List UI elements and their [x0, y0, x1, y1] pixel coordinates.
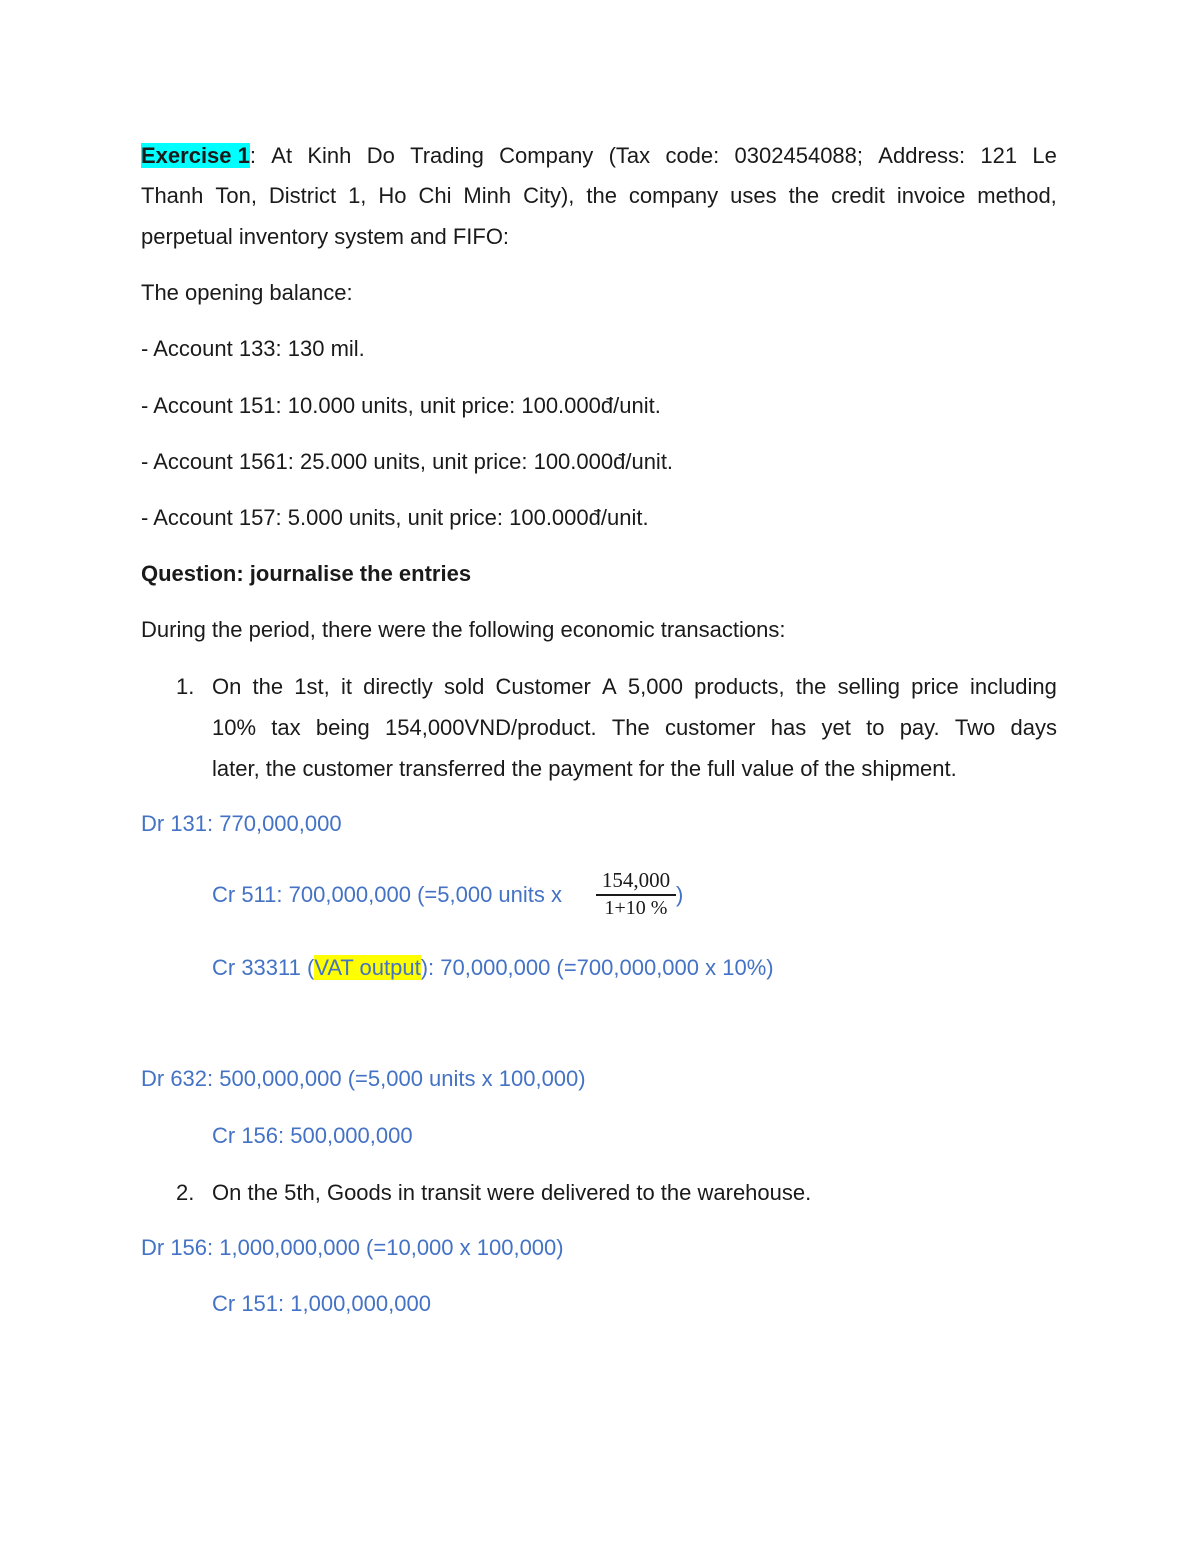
word: 121 [980, 143, 1018, 168]
word: code: [665, 143, 720, 168]
entry-cr-151: Cr 151: 1,000,000,000 [212, 1291, 431, 1316]
word: selling [837, 674, 900, 699]
word: price [911, 674, 959, 699]
fraction-unit-price [596, 868, 680, 920]
word: City), [523, 183, 575, 208]
word: (Tax [608, 143, 651, 168]
intro-line-3: perpetual inventory system and FIFO: [141, 224, 510, 249]
transaction-1-line-1 [212, 674, 1057, 700]
opening-item-1561: - Account 1561: 25.000 units, unit price: 100.000đ/unit. [141, 449, 674, 474]
word: sold [443, 674, 485, 699]
intro-line-1 [141, 143, 1057, 169]
word: the [788, 183, 820, 208]
opening-item-151: - Account 151: 10.000 units, unit price: 100.000đ/unit. [141, 393, 661, 418]
word: Ho [378, 183, 407, 208]
entry-cr-33311 [212, 955, 774, 981]
entry-cr-156: Cr 156: 500,000,000 [212, 1123, 413, 1148]
word: Minh [463, 183, 512, 208]
word: including [969, 674, 1057, 699]
entry-cr-33311-post: ): 70,000,000 (=700,000,000 x 10%) [420, 955, 774, 980]
entry-cr-33311-pre: Cr 33311 ( [212, 955, 315, 980]
period-intro: During the period, there were the following economic transactions: [141, 617, 786, 642]
word: uses [730, 183, 777, 208]
word: 0302454088; [734, 143, 864, 168]
word: the [795, 674, 827, 699]
word: Exercise 1: [141, 143, 256, 168]
word: Chi [418, 183, 452, 208]
entry-dr-156: Dr 156: 1,000,000,000 (=10,000 x 100,000) [141, 1235, 564, 1260]
word: yet [821, 715, 851, 740]
word: At [271, 143, 293, 168]
word: Customer [495, 674, 591, 699]
word: Le [1032, 143, 1057, 168]
word: A [602, 674, 617, 699]
opening-item-157: - Account 157: 5.000 units, unit price: 100.000đ/unit. [141, 505, 649, 530]
word: Ton, [215, 183, 257, 208]
word: the [586, 183, 617, 208]
word: to [866, 715, 885, 740]
entry-dr-632: Dr 632: 500,000,000 (=5,000 units x 100,000) [141, 1066, 586, 1091]
word: 1, [348, 183, 367, 208]
word: customer [665, 715, 756, 740]
word: Two [954, 715, 996, 740]
word: days [1010, 715, 1057, 740]
word: invoice [896, 183, 966, 208]
transaction-1-line-3: later, the customer transferred the payment for the full value of the shipment. [212, 756, 957, 781]
word: Company [499, 143, 594, 168]
word: the [252, 674, 284, 699]
word: credit [831, 183, 885, 208]
word: pay. [899, 715, 940, 740]
word: Do [366, 143, 395, 168]
vat-output-highlight: VAT output [314, 955, 421, 980]
word: being [315, 715, 370, 740]
word: Kinh [307, 143, 352, 168]
fraction-numerator: 154,000 [601, 868, 671, 892]
transaction-1-number: 1. [176, 674, 195, 699]
fraction-denominator: 1+10 % [604, 897, 668, 919]
word: 1st, [294, 674, 330, 699]
word: Trading [410, 143, 484, 168]
word: Thanh [141, 183, 204, 208]
word: method, [977, 183, 1057, 208]
transaction-1-line-2 [212, 715, 1057, 741]
word: 154,000VND/product. [385, 715, 597, 740]
intro-line-2 [141, 183, 1057, 209]
entry-cr-511-close: ) [676, 882, 684, 907]
word: products, [694, 674, 785, 699]
word: The [611, 715, 650, 740]
word: 10% [212, 715, 257, 740]
opening-item-133: - Account 133: 130 mil. [141, 336, 365, 361]
word: tax [271, 715, 301, 740]
word: has [770, 715, 807, 740]
transaction-2-line-1: On the 5th, Goods in transit were delivered to the warehouse. [212, 1180, 812, 1205]
word: On [212, 674, 242, 699]
entry-dr-131: Dr 131: 770,000,000 [141, 811, 342, 836]
entry-cr-511: Cr 511: 700,000,000 (=5,000 units x [212, 882, 563, 907]
word: Address: [878, 143, 966, 168]
question-heading: Question: journalise the entries [141, 561, 472, 586]
word: it [340, 674, 352, 699]
word: directly [363, 674, 433, 699]
word: District [268, 183, 337, 208]
word: company [628, 183, 719, 208]
opening-balance-heading: The opening balance: [141, 280, 353, 305]
word: 5,000 [627, 674, 683, 699]
transaction-2-number: 2. [176, 1180, 195, 1205]
